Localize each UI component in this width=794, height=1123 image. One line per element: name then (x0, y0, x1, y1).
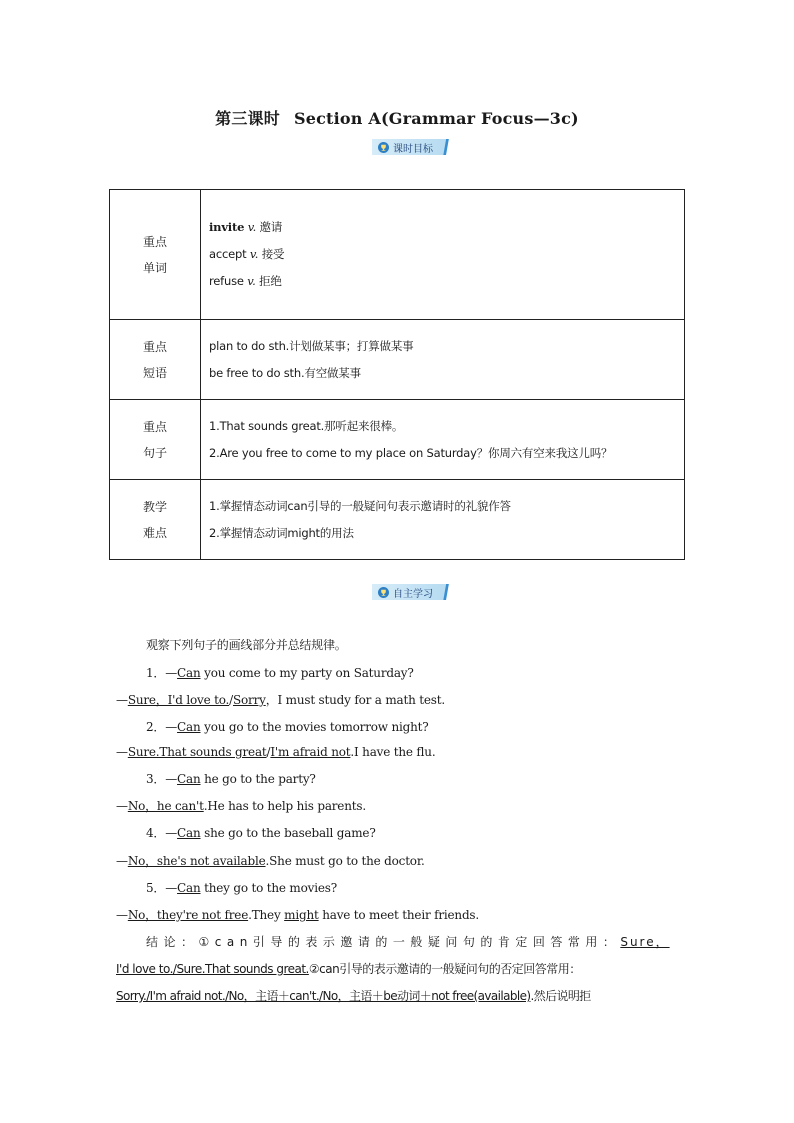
self-study-badge: 自主学习 (372, 584, 443, 600)
list-item: 5．—Can they go to the movies? (146, 881, 337, 895)
list-item: —Sure.That sounds great/I'm afraid not.I have the flu. (116, 745, 436, 759)
goals-table (109, 189, 685, 560)
table-row: 教学 难点 1.掌握情态动词can引导的一般疑问句表示邀请时的礼貌作答 2.掌握情态动词might的用法 (110, 480, 685, 560)
table-row: 重点 短语 plan to do sth.计划做某事；打算做某事 be free to do sth.有空做某事 (110, 320, 685, 400)
conclusion-line: Sorry./I'm afraid not./No，主语＋can't./No，主语＋be动词＋not free(available).然后说明拒 (116, 989, 591, 1003)
trophy-icon (378, 587, 389, 598)
list-item: —Sure，I'd love to./Sorry，I must study for a math test. (116, 693, 445, 707)
list-item: 1．—Can you come to my party on Saturday? (146, 666, 414, 680)
table-row: 重点 单词 invite v. 邀请 accept v. 接受 refuse v. 拒绝 (110, 190, 685, 320)
goals-badge: 课时目标 (372, 139, 443, 155)
list-item: —No，she's not available.She must go to the doctor. (116, 854, 425, 868)
page-title: 第三课时 Section A(Grammar Focus—3c) (215, 109, 579, 128)
list-item: 4．—Can she go to the baseball game? (146, 826, 376, 840)
intro-text: 观察下列句子的画线部分并总结规律。 (146, 638, 347, 652)
list-item: 2．—Can you go to the movies tomorrow night? (146, 720, 429, 734)
list-item: —No，he can't.He has to help his parents. (116, 799, 366, 813)
trophy-icon (378, 142, 389, 153)
list-item: 3．—Can he go to the party? (146, 772, 316, 786)
table-row: 重点 句子 1.That sounds great.那听起来很棒。 2.Are you free to come to my place on Saturday？你周六有空来我这儿吗？ (110, 400, 685, 480)
list-item: —No，they're not free.They might have to meet their friends. (116, 908, 480, 922)
conclusion-line: 结论：①can引导的表示邀请的一般疑问句的肯定回答常用：Sure， (146, 935, 670, 949)
conclusion-line: I'd love to./Sure.That sounds great.②can引导的表示邀请的一般疑问句的否定回答常用： (116, 962, 581, 976)
